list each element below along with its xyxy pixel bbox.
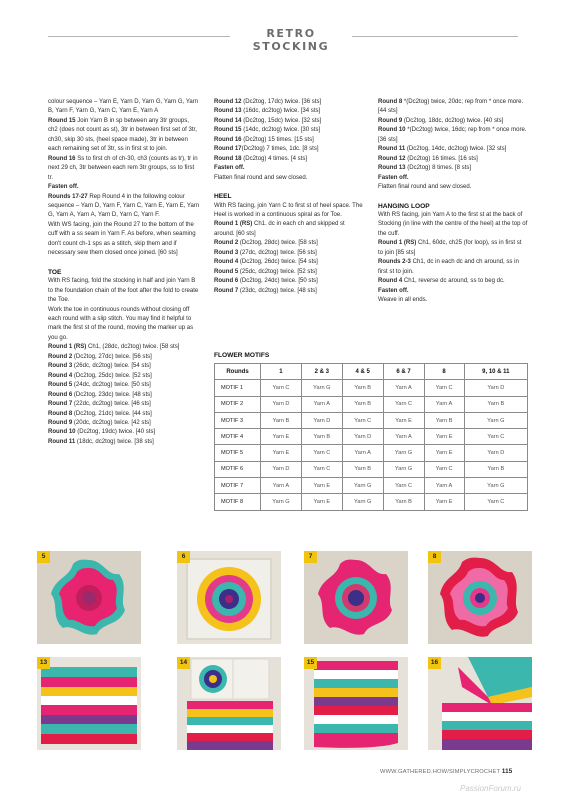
page-footer [380, 768, 512, 775]
table-row [215, 396, 528, 412]
toe-heading: TOE [48, 268, 62, 276]
round-line: Round 6 (Dc2tog, 24dc) twice. [50 sts] [214, 278, 318, 285]
round-line: Round 3 (27dc, dc2tog) twice. [56 sts] [214, 249, 317, 256]
table-cell: Yarn G [261, 494, 302, 510]
table-cell: Yarn A [301, 396, 342, 412]
table-cell: Yarn C [464, 494, 527, 510]
table-header-cell: 6 & 7 [383, 364, 424, 380]
flower-motifs-table [214, 363, 528, 511]
paragraph: Round 10 *(Dc2tog) twice, 16dc; rep from * once more. [36 sts] [378, 127, 527, 143]
table-row [215, 380, 528, 396]
table-cell: Yarn C [383, 396, 424, 412]
round-line: Round 1 (RS) Ch1. dc in each ch and skipped st around. [60 sts] [214, 221, 345, 237]
paragraph: With WS facing, join the Round 27 to the bottom of the cuff with a ss seam in Yarn F. As before, when seaming don't count ch-1 sps as a stitch, skip them and if necessary sew them closed once joined. [60 sts] [48, 221, 196, 257]
step-number: 16 [428, 657, 441, 669]
table-cell: Yarn C [424, 380, 464, 396]
table-cell: Yarn E [301, 478, 342, 494]
round-line: Round 6 (Dc2tog, 23dc) twice. [48 sts] [48, 391, 152, 398]
paragraph: Round 16 Ss to first ch of ch-30, ch3 (counts as tr), tr in next 29 ch, 3tr between each rem 3tr groups, ss to first tr. [48, 155, 198, 181]
table-row [215, 412, 528, 428]
table-cell: Yarn B [383, 494, 424, 510]
flower-photo [304, 551, 408, 644]
paragraph: Round 12 (Dc2tog) 16 times. [16 sts] [378, 155, 478, 162]
round-line: Round 15 (14dc, dc2tog) twice. [30 sts] [214, 127, 321, 134]
table-cell: Yarn G [383, 461, 424, 477]
table-row [215, 461, 528, 477]
table-header-cell: 9, 10 & 11 [464, 364, 527, 380]
paragraph: Round 1 (RS) Ch1, 60dc, ch25 (for loop), ss in first st to join [85 sts] [378, 240, 522, 256]
text-column-2 [214, 98, 366, 296]
stocking-with-motifs-photo [177, 657, 281, 750]
header-rule-right [352, 36, 518, 37]
step-number: 13 [37, 657, 50, 669]
round-line: Round 14 (Dc2tog, 15dc) twice. [32 sts] [214, 117, 322, 124]
text-column-1 [48, 98, 200, 447]
step-number: 15 [304, 657, 317, 669]
fasten-off: Fasten off. [378, 287, 409, 294]
row-header-cell: MOTIF 7 [215, 478, 261, 494]
section-title: RETRO STOCKING [252, 27, 330, 53]
table-cell: Yarn B [424, 412, 464, 428]
paragraph: Round 9 (Dc2tog, 18dc, dc2tog) twice. [40 sts] [378, 117, 504, 124]
round-line: Round 10 (Dc2tog, 19dc) twice. [40 sts] [48, 429, 156, 436]
photo-step-5 [37, 551, 141, 644]
row-header-cell: MOTIF 4 [215, 429, 261, 445]
striped-stocking-photo [428, 657, 532, 750]
table-cell: Yarn B [464, 461, 527, 477]
round-line: Round 2 (Dc2tog, 28dc) twice. [58 sts] [214, 240, 318, 247]
heel-heading: HEEL [214, 193, 232, 201]
table-cell: Yarn G [464, 478, 527, 494]
round-line: Round 1 (RS) Ch1, (28dc, dc2tog) twice. [58 sts] [48, 344, 180, 351]
table-cell: Yarn C [424, 461, 464, 477]
paragraph: Round 13 (Dc2tog) 8 times. [8 sts] [378, 165, 472, 172]
table-header-cell: 4 & 5 [342, 364, 383, 380]
table-cell: Yarn C [261, 380, 302, 396]
table-cell: Yarn A [261, 478, 302, 494]
paragraph: Round 11 (Dc2tog, 14dc, dc2tog) twice. [32 sts] [378, 146, 507, 153]
striped-stocking-photo [304, 657, 408, 750]
table-cell: Yarn E [301, 494, 342, 510]
flower-photo [37, 551, 141, 644]
round-line: Round 7 (23dc, dc2tog) twice. [48 sts] [214, 287, 317, 294]
paragraph: With RS facing, fold the stocking in half and join Yarn B to the foundation chain of the foot after the fold to create the Toe. [48, 278, 199, 304]
round-line: Round 3 (26dc, dc2tog) twice. [54 sts] [48, 363, 151, 370]
table-cell: Yarn A [383, 429, 424, 445]
table-cell: Yarn B [464, 396, 527, 412]
page-number: 115 [501, 768, 513, 775]
striped-fabric-photo [37, 657, 141, 750]
round-line: Round 13 (16dc, dc2tog) twice. [34 sts] [214, 108, 321, 115]
fasten-off: Fasten off. [48, 184, 79, 191]
paragraph: Rounds 2-3 Ch1, dc in each dc and ch around, ss in first st to join. [378, 259, 519, 275]
table-cell: Yarn B [342, 461, 383, 477]
page-header [0, 24, 566, 53]
table-cell: Yarn D [342, 429, 383, 445]
table-row [215, 478, 528, 494]
table-cell: Yarn D [261, 396, 302, 412]
table-cell: Yarn A [424, 478, 464, 494]
table-cell: Yarn E [424, 429, 464, 445]
table-body [215, 380, 528, 510]
hanging-loop-heading: HANGING LOOP [378, 202, 430, 210]
paragraph: Flatten final round and sew closed. [214, 174, 308, 181]
table-row [215, 494, 528, 510]
round-line: Round 8 (Dc2tog, 21dc) twice. [44 sts] [48, 410, 152, 417]
paragraph: Rounds 17-27 Rep Round 4 in the following colour sequence – Yarn D, Yarn F, Yarn C, Yarn E, Yarn E, Yarn G, Yarn A, Yarn A, Yarn D, Yarn C, Yarn F. [48, 193, 200, 219]
paragraph: Work the toe in continuous rounds without closing off each round with a slip stitch. You may find it helpful to mark the first st of the round, moving the marker up as you go. [48, 306, 194, 341]
photo-step-14 [177, 657, 281, 750]
table-cell: Yarn B [301, 429, 342, 445]
table-row [215, 429, 528, 445]
table-cell: Yarn B [342, 380, 383, 396]
photo-step-7 [304, 551, 408, 644]
row-header-cell: MOTIF 8 [215, 494, 261, 510]
table-cell: Yarn C [342, 412, 383, 428]
round-line: Round 4 (Dc2tog, 26dc) twice. [54 sts] [214, 259, 318, 266]
row-header-cell: MOTIF 3 [215, 412, 261, 428]
table-cell: Yarn G [342, 478, 383, 494]
table-header-row [215, 364, 528, 380]
table-header-cell: 8 [424, 364, 464, 380]
table-cell: Yarn B [342, 396, 383, 412]
table-row [215, 445, 528, 461]
table-cell: Yarn C [301, 461, 342, 477]
table-title: FLOWER MOTIFS [214, 352, 270, 359]
paragraph: With RS facing, join Yarn C to first st of heel space. The Heel is worked in a continuous spiral as for Toe. [214, 202, 363, 218]
table-header-cell: Rounds [215, 364, 261, 380]
row-header-cell: MOTIF 5 [215, 445, 261, 461]
table-cell: Yarn D [301, 412, 342, 428]
step-number: 5 [37, 551, 50, 563]
step-number: 8 [428, 551, 441, 563]
row-header-cell: MOTIF 1 [215, 380, 261, 396]
table-header-cell: 1 [261, 364, 302, 380]
footer-url: WWW.GATHERED.HOW/SIMPLYCROCHET [380, 769, 501, 775]
photo-step-6 [177, 551, 281, 644]
table-cell: Yarn A [342, 445, 383, 461]
heel-rounds [214, 220, 366, 296]
round-line: Round 11 (18dc, dc2tog) twice. [38 sts] [48, 438, 154, 445]
round-line: Round 2 (Dc2tog, 27dc) twice. [56 sts] [48, 353, 152, 360]
round-line: Round 12 (Dc2tog, 17dc) twice. [36 sts] [214, 99, 322, 105]
paragraph: With RS facing, join Yarn A to the first st at the back of Stocking (in line with the centre of the heel) at the top of the cuff. [378, 211, 528, 237]
table-cell: Yarn E [424, 494, 464, 510]
round-line: Round 16 (Dc2tog) 15 times. [15 sts] [214, 136, 314, 143]
table-cell: Yarn E [261, 429, 302, 445]
table-cell: Yarn D [464, 380, 527, 396]
paragraph: colour sequence – Yarn E, Yarn D, Yarn G, Yarn G, Yarn B, Yarn F, Yarn G, Yarn C, Yarn E, Yarn A [48, 99, 199, 115]
flower-photo [177, 551, 281, 644]
table-cell: Yarn A [424, 396, 464, 412]
toe-rounds-cont [214, 98, 366, 164]
table-cell: Yarn B [261, 412, 302, 428]
paragraph: Round 8 *(Dc2tog) twice, 20dc; rep from * once more. [44 sts] [378, 99, 524, 115]
table-cell: Yarn E [383, 412, 424, 428]
paragraph: Flatten final round and sew closed. [378, 184, 472, 191]
table-cell: Yarn D [261, 461, 302, 477]
text-column-3 [378, 98, 528, 306]
round-line: Round 5 (24dc, dc2tog) twice. [50 sts] [48, 382, 151, 389]
row-header-cell: MOTIF 6 [215, 461, 261, 477]
table-cell: Yarn C [464, 429, 527, 445]
round-line: Round 4 (Dc2tog, 25dc) twice. [52 sts] [48, 372, 152, 379]
photo-step-15 [304, 657, 408, 750]
table-cell: Yarn A [383, 380, 424, 396]
table-cell: Yarn G [383, 445, 424, 461]
step-number: 7 [304, 551, 317, 563]
photo-step-8 [428, 551, 532, 644]
row-header-cell: MOTIF 2 [215, 396, 261, 412]
round-line: Round 5 (25dc, dc2tog) twice. [52 sts] [214, 268, 317, 275]
table-cell: Yarn E [424, 445, 464, 461]
paragraph: Round 4 Ch1, reverse dc around, ss to beg dc. [378, 278, 505, 285]
table-cell: Yarn G [301, 380, 342, 396]
round-line: Round 17(Dc2tog) 7 times, 1dc. [8 sts] [214, 146, 319, 153]
photo-step-13 [37, 657, 141, 750]
paragraph: Round 15 Join Yarn B in sp between any 3tr groups, ch2 (does not count as st), 3tr in between first set of 3tr, ch30, skip 30 sts, (heel space made), 3tr in between each remaining set of 3tr, ss in first st to join. [48, 117, 197, 153]
fasten-off: Fasten off. [214, 165, 245, 172]
watermark: PassionForum.ru [460, 784, 521, 793]
flower-photo [428, 551, 532, 644]
photo-step-16 [428, 657, 532, 750]
table-cell: Yarn G [464, 412, 527, 428]
table-header-cell: 2 & 3 [301, 364, 342, 380]
table-cell: Yarn C [383, 478, 424, 494]
paragraph: Weave in all ends. [378, 297, 428, 304]
header-rule-left [48, 36, 230, 37]
round-line: Round 7 (22dc, dc2tog) twice. [46 sts] [48, 401, 151, 408]
fasten-off: Fasten off. [378, 174, 409, 181]
table-cell: Yarn E [261, 445, 302, 461]
step-number: 14 [177, 657, 190, 669]
round-line: Round 9 (20dc, dc2tog) twice. [42 sts] [48, 419, 151, 426]
table-cell: Yarn C [301, 445, 342, 461]
table-cell: Yarn G [342, 494, 383, 510]
step-number: 6 [177, 551, 190, 563]
round-line: Round 18 (Dc2tog) 4 times. [4 sts] [214, 155, 308, 162]
table-cell: Yarn D [464, 445, 527, 461]
toe-rounds [48, 343, 200, 447]
